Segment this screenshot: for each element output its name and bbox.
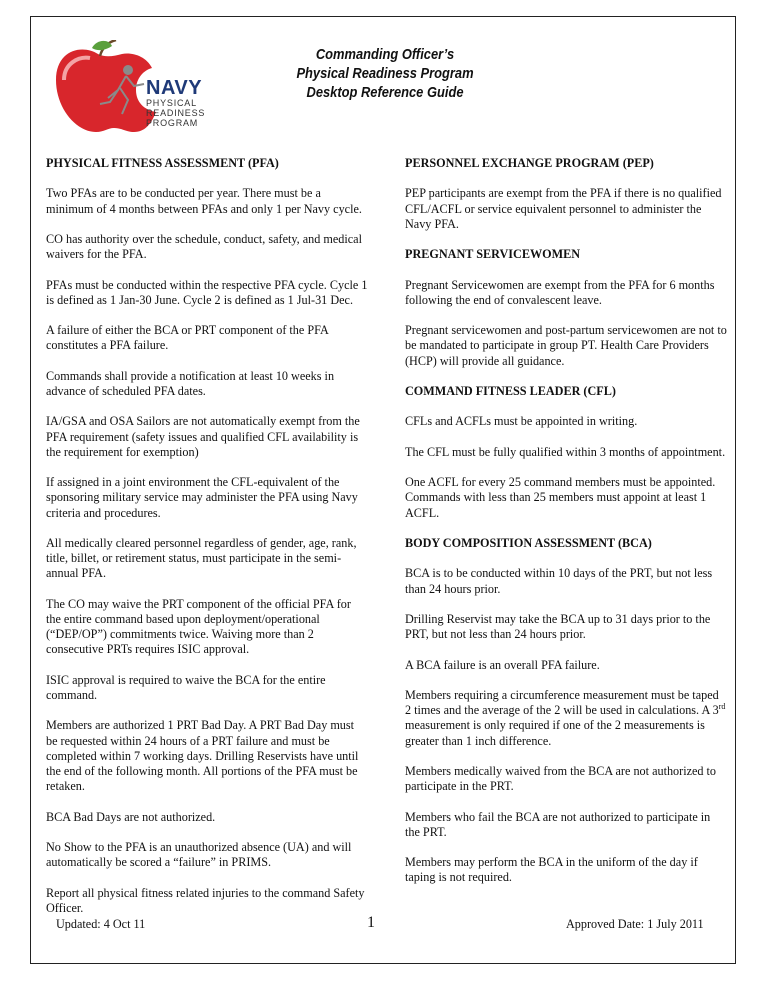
pfa-paragraph: All medically cleared personnel regardless of gender, age, rank, title, billet, or retirement status, must participate in the semi-annual PFA. (46, 535, 357, 581)
bca-measurement-text-a: Members requiring a circumference measurement must be taped 2 times and the average of the 2 will be used in calculations. A 3 (405, 687, 719, 718)
pfa-paragraph: The CO may waive the PRT component of the official PFA for the entire command based upon deployment/operational (“DEP/OP”) commitments twice. Waiving more than 2 consecutive PRTs requires ISIC approval. (46, 596, 351, 657)
bca-heading: BODY COMPOSITION ASSESSMENT (BCA) (405, 535, 652, 550)
bca-measurement-text-b: measurement is only required if one of the 2 measurements is greater than 1 inch difference. (405, 718, 705, 748)
cfl-paragraph: One ACFL for every 25 command members must be appointed. Commands with less than 25 members must appoint at least 1 ACFL. (405, 475, 716, 520)
bca-paragraph: Drilling Reservist may take the BCA up to 31 days prior to the PRT, but not less than 24 hours prior. (405, 611, 711, 642)
ordinal-suffix: rd (718, 702, 726, 712)
bca-paragraph: A BCA failure is an overall PFA failure. (405, 657, 600, 672)
pfa-paragraph: Members are authorized 1 PRT Bad Day. A PRT Bad Day must be requested within 24 hours of a PRT failure and must be completed within 7 working days. Drilling Reservists have until the end of the following month. All portions of the PFA must be retaken. (46, 718, 359, 794)
pfa-paragraph: Report all physical fitness related injuries to the command Safety Officer. (46, 885, 365, 915)
logo-navy-word: NAVY (146, 77, 203, 99)
pfa-paragraph: No Show to the PFA is an unauthorized absence (UA) and will automatically be scored a “failure” in PRIMS. (46, 839, 352, 870)
bca-paragraph: Members may perform the BCA in the uniform of the day if taping is not required. (405, 855, 698, 885)
title-line-2: Physical Readiness Program (296, 65, 474, 82)
pfa-heading: PHYSICAL FITNESS ASSESSMENT (PFA) (46, 156, 279, 170)
logo-line-physical: PHYSICAL (146, 98, 197, 108)
pfa-paragraph: Commands shall provide a notification at least 10 weeks in advance of scheduled PFA dates. (46, 368, 335, 398)
bca-paragraph: BCA is to be conducted within 10 days of the PRT, but not less than 24 hours prior. (405, 566, 713, 596)
left-column (46, 156, 368, 931)
pfa-paragraph: PFAs must be conducted within the respective PFA cycle. Cycle 1 is defined as 1 Jan-30 June. Cycle 2 is defined as 1 Jul-31 Dec. (46, 277, 368, 307)
logo-line-readiness: READINESS (146, 108, 206, 118)
pfa-paragraph: If assigned in a joint environment the CFL-equivalent of the sponsoring military service may administer the PFA using Navy criteria and procedures. (46, 475, 358, 520)
updated-date: Updated: 4 Oct 11 (56, 917, 146, 931)
logo-line-program: PROGRAM (146, 118, 199, 128)
approved-date: Approved Date: 1 July 2011 (566, 917, 704, 931)
right-column (405, 156, 727, 901)
cfl-paragraph: CFLs and ACFLs must be appointed in writing. (405, 414, 638, 429)
title-line-1: Commanding Officer’s (315, 46, 455, 63)
pep-heading: PERSONNEL EXCHANGE PROGRAM (PEP) (405, 156, 654, 170)
pfa-paragraph: Two PFAs are to be conducted per year. There must be a minimum of 4 months between PFAs and only 1 per Navy cycle. (46, 186, 362, 216)
pfa-paragraph: A failure of either the BCA or PRT component of the PFA constitutes a PFA failure. (46, 323, 329, 353)
pfa-paragraph: IA/GSA and OSA Sailors are not automatically exempt from the PFA requirement (safety issues and qualified CFL availability is the requirement for exemption) (46, 414, 360, 459)
cfl-heading: COMMAND FITNESS LEADER (CFL) (405, 383, 616, 398)
bca-paragraph: Members medically waived from the BCA are not authorized to participate in the PRT. (405, 763, 717, 794)
cfl-paragraph: The CFL must be fully qualified within 3 months of appointment. (405, 444, 726, 459)
pfa-paragraph: ISIC approval is required to waive the BCA for the entire command. (46, 672, 326, 702)
pregnant-paragraph: Pregnant servicewomen and post-partum servicewomen are not to be mandated to participate in group PT. Health Care Providers (HCP) will provide all guidance. (405, 323, 727, 368)
document-title (286, 45, 484, 102)
title-line-3: Desktop Reference Guide (306, 84, 464, 101)
pregnant-servicewomen-heading: PREGNANT SERVICEWOMEN (405, 247, 581, 262)
pfa-paragraph: CO has authority over the schedule, conduct, safety, and medical waivers for the PFA. (46, 231, 362, 262)
pep-paragraph: PEP participants are exempt from the PFA if there is no qualified CFL/ACFL or service equivalent personnel to administer the Navy PFA. (405, 186, 722, 231)
bca-measurement-paragraph (405, 688, 727, 749)
page-number: 1 (367, 914, 375, 931)
pregnant-paragraph: Pregnant Servicewomen are exempt from the PFA for 6 months following the end of convalescent leave. (405, 277, 715, 307)
bca-paragraph: Members who fail the BCA are not authorized to participate in the PRT. (405, 809, 711, 839)
navy-prp-logo (52, 40, 212, 138)
pfa-paragraph: BCA Bad Days are not authorized. (46, 809, 216, 824)
